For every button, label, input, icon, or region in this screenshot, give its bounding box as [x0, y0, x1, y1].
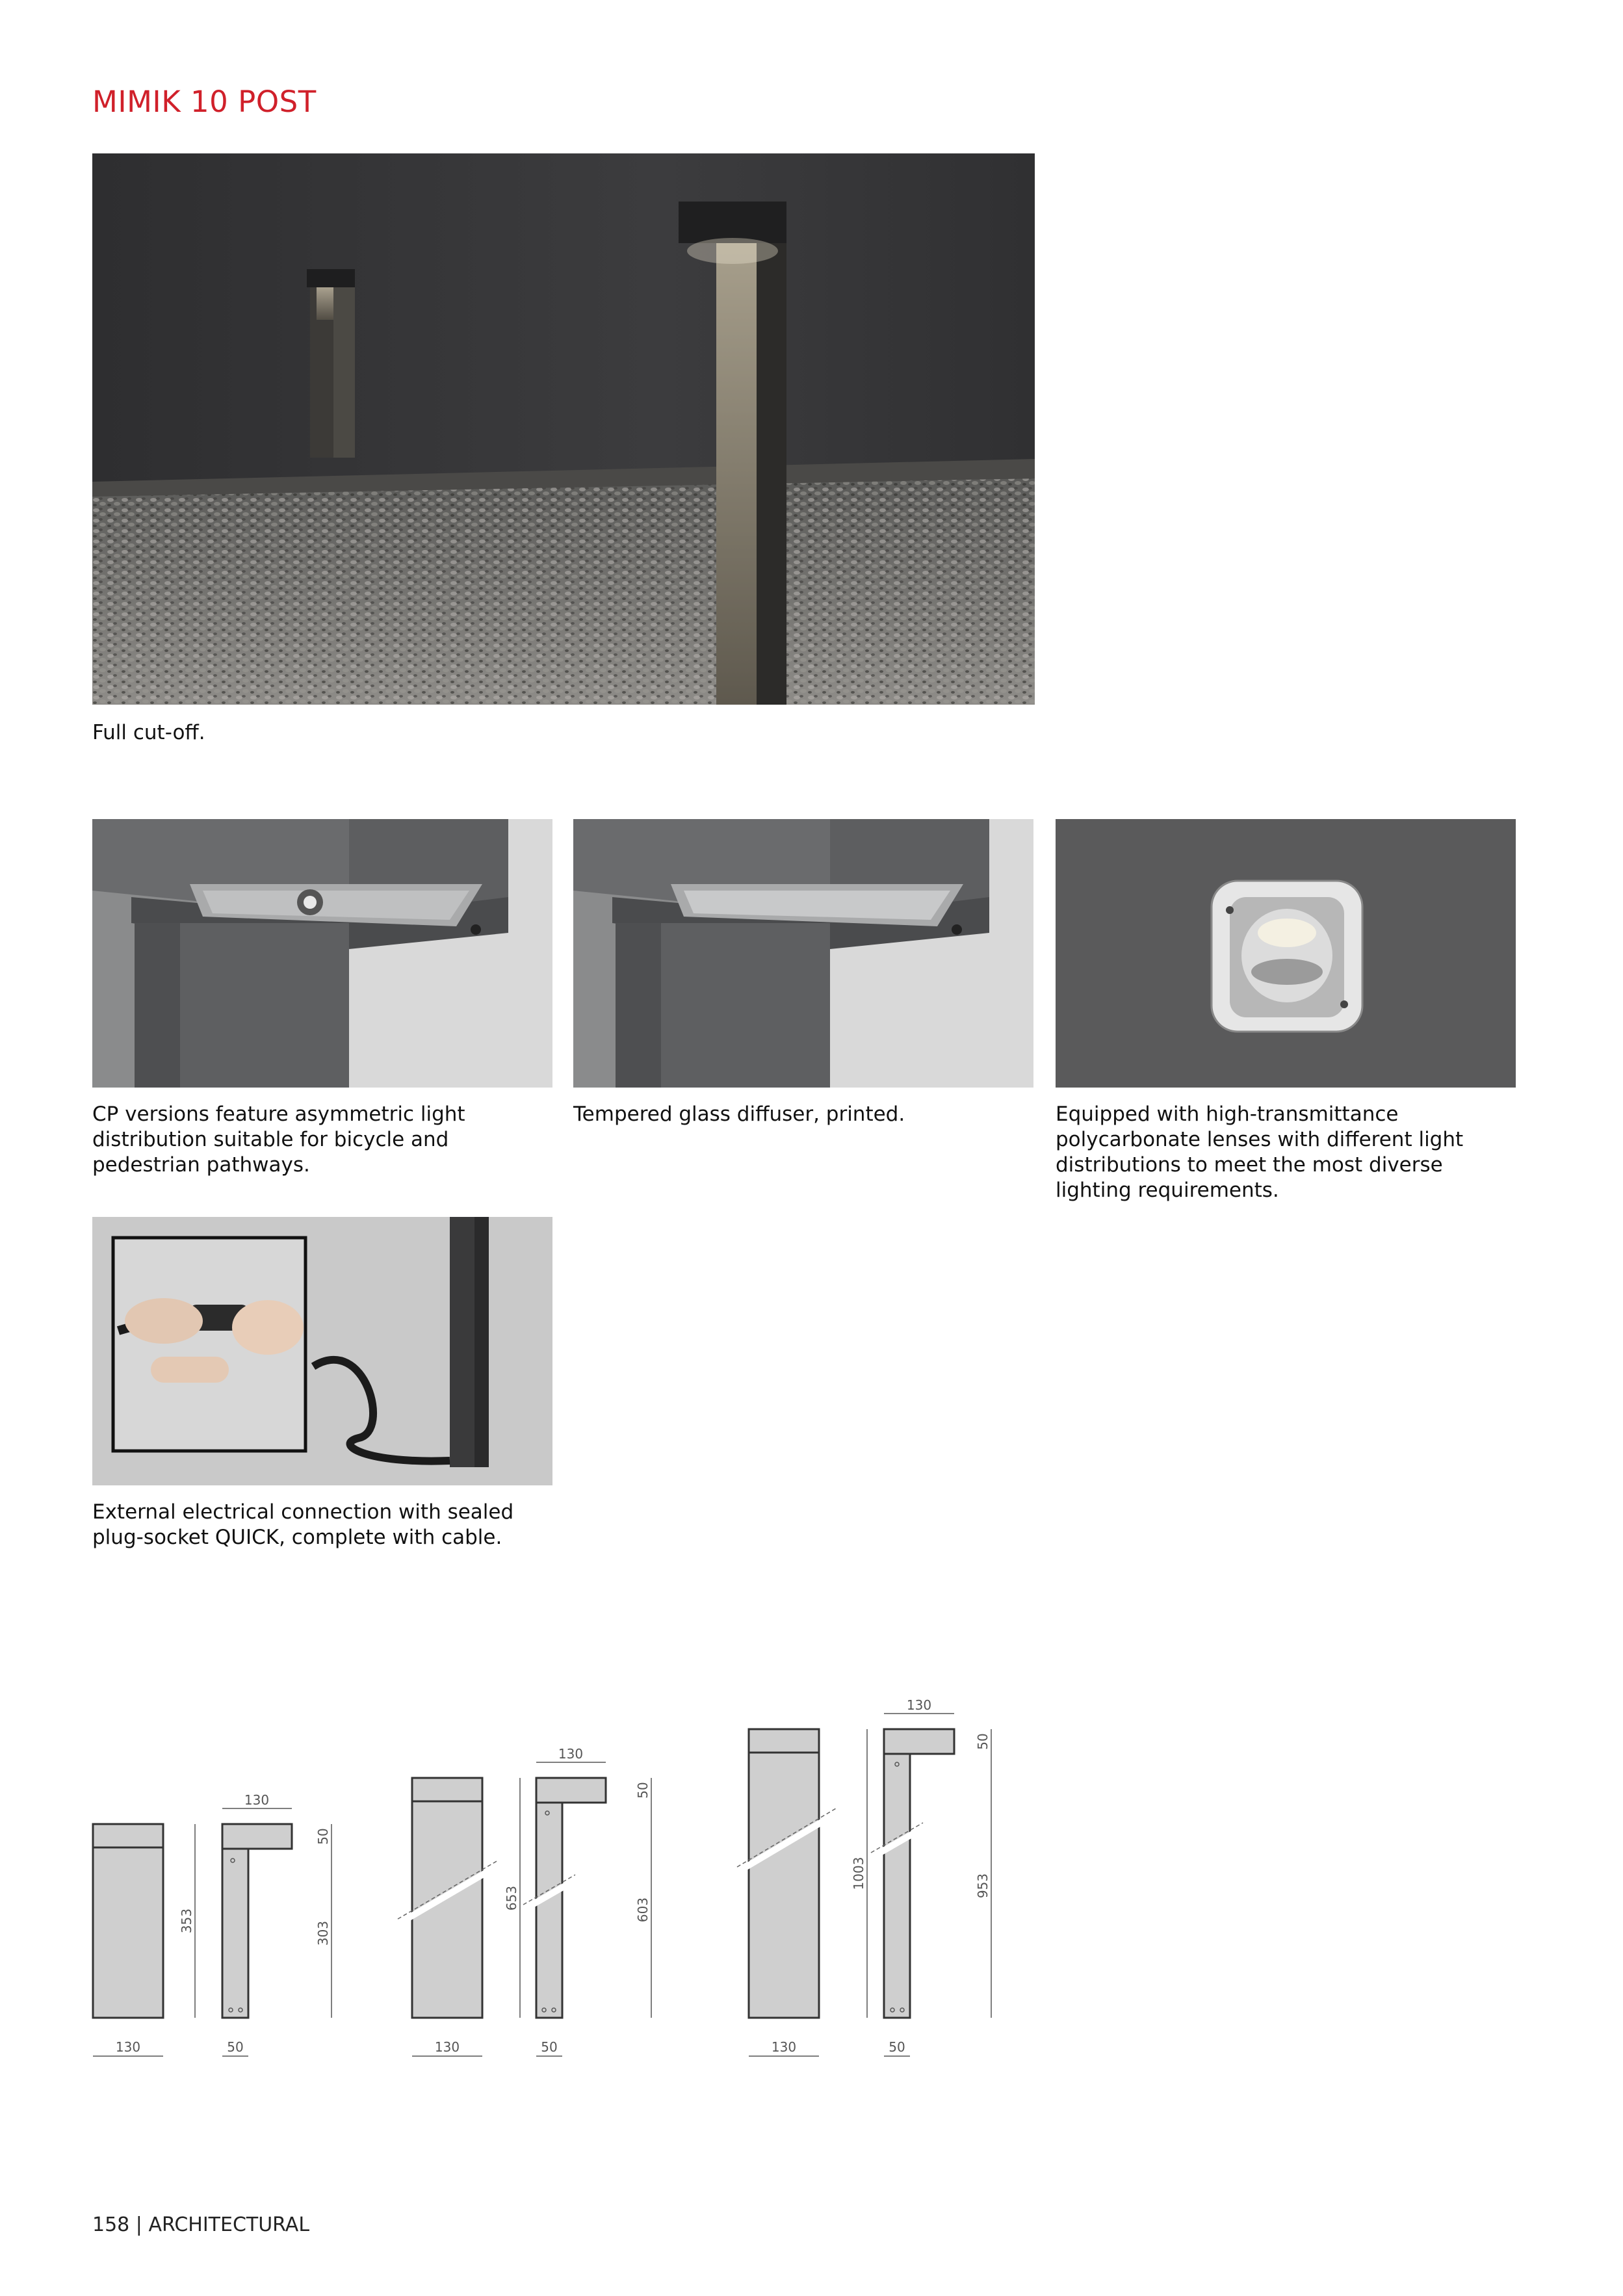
- drawing-1-side-width: 50: [227, 2039, 244, 2055]
- drawing-1-head-width: 130: [244, 1792, 270, 1808]
- hero-caption: Full cut-off.: [92, 721, 205, 744]
- drawing-2-head-height: 50: [635, 1782, 651, 1799]
- feature-caption-asymmetric-optic: CP versions feature asymmetric light distribution suitable for bicycle and pedestrian pathways.: [92, 1102, 465, 1177]
- drawing-3-side-head: [884, 1729, 954, 1754]
- drawing-3-side-body: [884, 1754, 910, 2018]
- drawing-3-front-width: 130: [771, 2039, 797, 2055]
- feature-image-polycarbonate-lens: [1056, 819, 1516, 1088]
- drawing-2-side-width: 50: [541, 2039, 558, 2055]
- hero-image: [92, 153, 1035, 705]
- feature-image-asymmetric-optic: [92, 819, 552, 1088]
- drawing-2-head-width: 130: [558, 1746, 584, 1762]
- drawing-2-body-height: 603: [635, 1897, 651, 1923]
- drawing-1-side-head: [222, 1824, 292, 1849]
- drawing-1-side-body: [222, 1849, 248, 2018]
- drawing-3-head-height: 50: [975, 1733, 991, 1750]
- page-footer: 158 | ARCHITECTURAL: [92, 2213, 310, 2236]
- drawing-3-front: [749, 1729, 819, 2018]
- drawing-3-body-height: 953: [975, 1873, 991, 1899]
- feature-image-quick-connector: [92, 1217, 552, 1485]
- feature-image-glass-diffuser: [573, 819, 1033, 1088]
- drawing-3-side-width: 50: [889, 2039, 905, 2055]
- drawing-2-total-height: 653: [504, 1885, 519, 1911]
- drawing-1-body-height: 303: [315, 1920, 331, 1946]
- drawing-1-front-width: 130: [115, 2039, 141, 2055]
- drawing-3-total-height: 1003: [851, 1857, 866, 1890]
- drawing-3-head-width: 130: [906, 1697, 932, 1713]
- page-title: MIMIK 10 POST: [92, 85, 317, 119]
- feature-caption-glass-diffuser: Tempered glass diffuser, printed.: [573, 1102, 905, 1126]
- drawing-1-head-height: 50: [315, 1828, 331, 1845]
- feature-caption-quick-connector: External electrical connection with sealed plug-socket QUICK, complete with cable.: [92, 1500, 514, 1549]
- drawing-1-front: [93, 1824, 163, 2018]
- drawing-1-total-height: 353: [179, 1908, 194, 1934]
- drawing-2-front-width: 130: [434, 2039, 460, 2055]
- feature-caption-polycarbonate-lens: Equipped with high-transmittance polycarbonate lenses with different light distributions to meet the most diverse lighting requirements.: [1056, 1102, 1464, 1202]
- technical-drawings: [0, 1677, 1623, 2093]
- drawing-2-side-head: [536, 1778, 606, 1803]
- drawing-2-side-body: [536, 1803, 562, 2018]
